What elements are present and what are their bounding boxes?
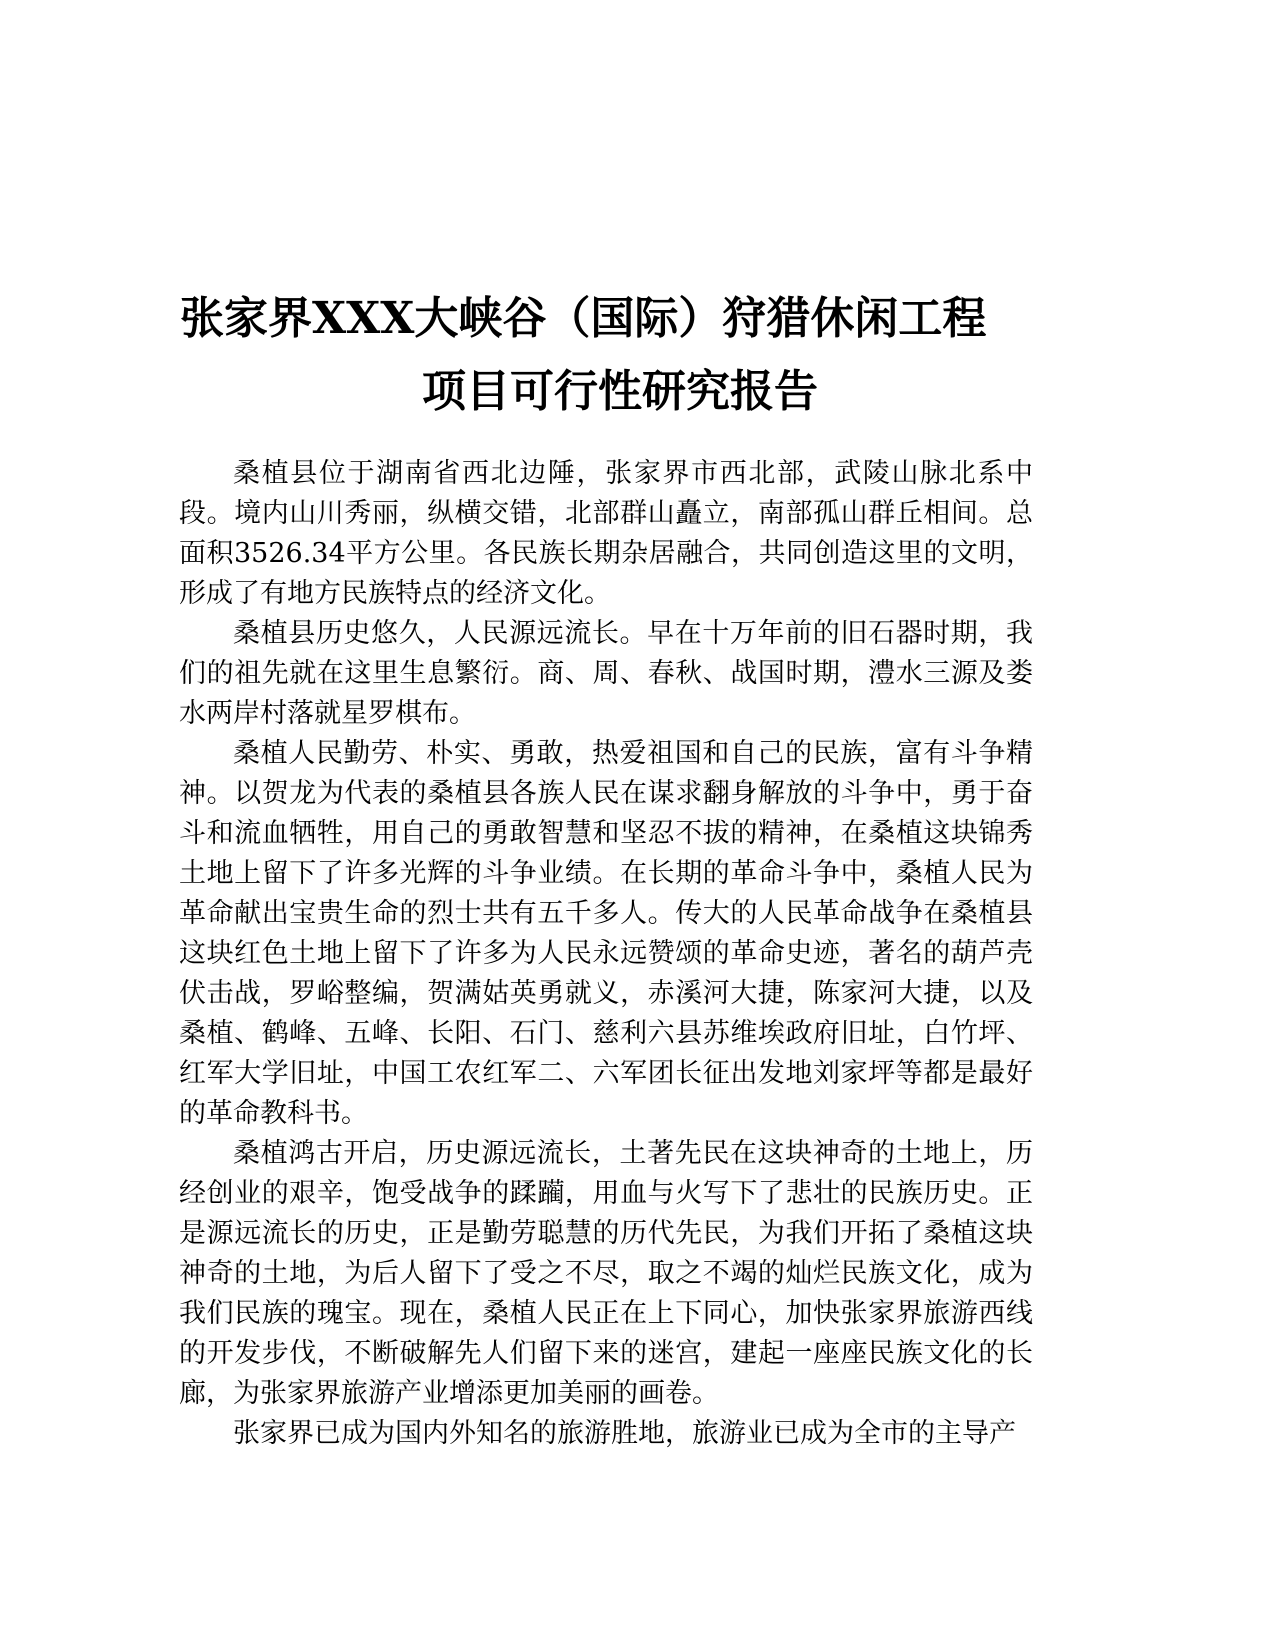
paragraph-geography: 桑植县位于湖南省西北边陲，张家界市西北部，武陵山脉北系中段。境内山川秀丽，纵横交错，北部群山矗立，南部孤山群丘相间。总面积3526.34平方公里。各民族长期杂居融合，共同创造这里的文明，形成了有地方民族特点的经济文化。 [179, 458, 1033, 609]
document-body [179, 454, 1033, 1454]
paragraph-culture: 桑植鸿古开启，历史源远流长，土著先民在这块神奇的土地上，历经创业的艰辛，饱受战争的蹂躏，用血与火写下了悲壮的民族历史。正是源远流长的历史，正是勤劳聪慧的历代先民，为我们开拓了桑植这块神奇的土地，为后人留下了受之不尽，取之不竭的灿烂民族文化，成为我们民族的瑰宝。现在，桑植人民正在上下同心，加快张家界旅游西线的开发步伐，不断破解先人们留下来的迷宫，建起一座座民族文化的长廊，为张家界旅游产业增添更加美丽的画卷。 [179, 1138, 1033, 1409]
document-title-line-1: 张家界XXX大峡谷（国际）狩猎休闲工程 [180, 293, 987, 344]
paragraph-tourism: 张家界已成为国内外知名的旅游胜地，旅游业已成为全市的主导产 [233, 1418, 1016, 1449]
paragraph-revolution: 桑植人民勤劳、朴实、勇敢，热爱祖国和自己的民族，富有斗争精神。以贺龙为代表的桑植县各族人民在谋求翻身解放的斗争中，勇于奋斗和流血牺牲，用自己的勇敢智慧和坚忍不拔的精神，在桑植这块锦秀土地上留下了许多光辉的斗争业绩。在长期的革命斗争中，桑植人民为革命献出宝贵生命的烈士共有五千多人。传大的人民革命战争在桑植县这块红色土地上留下了许多为人民永远赞颂的革命史迹，著名的葫芦壳伏击战，罗峪整编，贺满姑英勇就义，赤溪河大捷，陈家河大捷，以及桑植、鹤峰、五峰、长阳、石门、慈利六县苏维埃政府旧址，白竹坪、红军大学旧址，中国工农红军二、六军团长征出发地刘家坪等都是最好的革命教科书。 [179, 738, 1033, 1129]
document-title-line-2: 项目可行性研究报告 [422, 366, 818, 417]
paragraph-history: 桑植县历史悠久，人民源远流长。早在十万年前的旧石器时期，我们的祖先就在这里生息繁衍。商、周、春秋、战国时期，澧水三源及娄水两岸村落就星罗棋布。 [179, 618, 1033, 729]
